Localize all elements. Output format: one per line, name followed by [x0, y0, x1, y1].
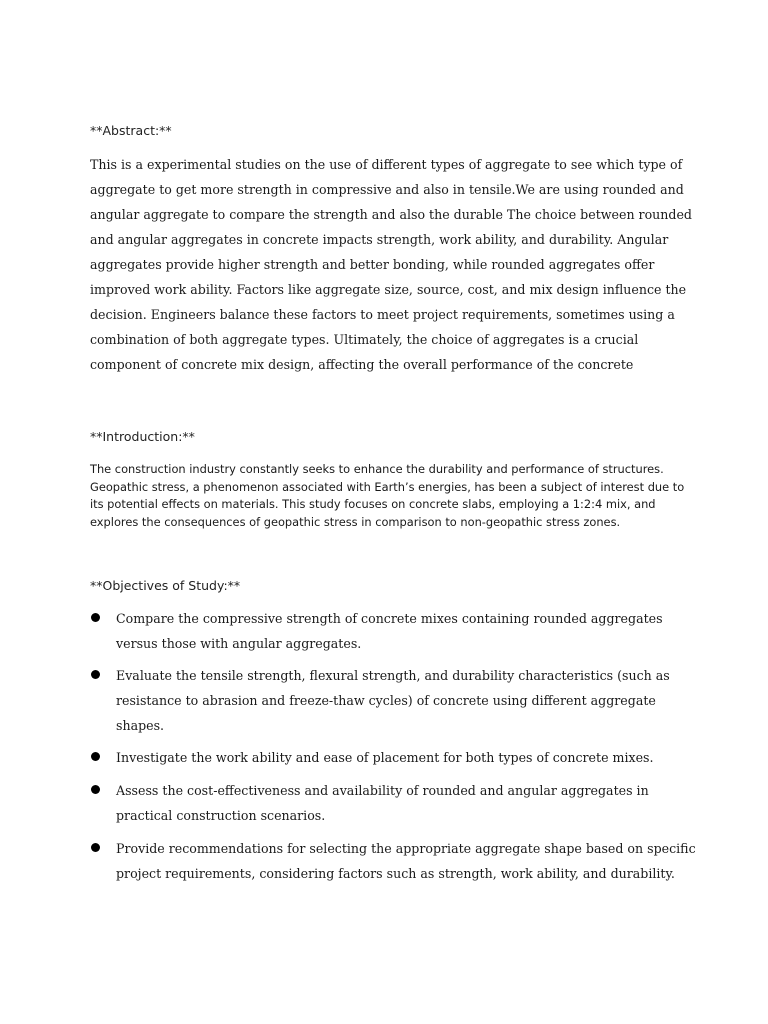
abstract-line: This is a experimental studies on the use of different types of aggregate to see which type of — [90, 157, 683, 172]
bullet-icon — [91, 613, 100, 622]
objectives-heading: **Objectives of Study:** — [90, 578, 241, 593]
abstract-paragraph — [90, 152, 692, 377]
introduction-line: explores the consequences of geopathic stress in comparison to non-geopathic stress zones. — [90, 514, 621, 529]
objective-line: Provide recommendations for selecting the appropriate aggregate shape based on specific — [116, 841, 696, 856]
bullet-icon — [91, 785, 100, 794]
abstract-line: component of concrete mix design, affecting the overall performance of the concrete — [90, 357, 634, 372]
bullet-icon — [91, 752, 100, 761]
bullet-icon — [91, 843, 100, 852]
abstract-line: decision. Engineers balance these factors to meet project requirements, sometimes using a — [90, 307, 675, 322]
introduction-line: The construction industry constantly seeks to enhance the durability and performance of structures. — [90, 462, 664, 476]
bullet-icon — [91, 670, 100, 679]
objective-text — [116, 778, 649, 828]
objective-line: Compare the compressive strength of concrete mixes containing rounded aggregates — [116, 611, 663, 626]
objective-line: versus those with angular aggregates. — [116, 636, 362, 651]
objective-line: practical construction scenarios. — [116, 808, 326, 823]
objective-line: project requirements, considering factors such as strength, work ability, and durability. — [116, 866, 675, 881]
abstract-line: aggregates provide higher strength and better bonding, while rounded aggregates offer — [90, 257, 655, 272]
abstract-heading: **Abstract:** — [90, 123, 172, 138]
abstract-line: and angular aggregates in concrete impacts strength, work ability, and durability. Angular — [90, 232, 669, 247]
objective-text — [116, 606, 663, 656]
objective-text — [116, 836, 696, 886]
abstract-line: improved work ability. Factors like aggregate size, source, cost, and mix design influence the — [90, 282, 687, 297]
abstract-line: combination of both aggregate types. Ultimately, the choice of aggregates is a crucial — [90, 332, 639, 347]
objective-line: Investigate the work ability and ease of placement for both types of concrete mixes. — [116, 750, 654, 765]
introduction-line: Geopathic stress, a phenomenon associated with Earth’s energies, has been a subject of interest due to — [90, 479, 685, 494]
introduction-paragraph — [90, 461, 685, 531]
introduction-line: its potential effects on materials. This study focuses on concrete slabs, employing a 1:2:4 mix, and — [90, 497, 656, 512]
objective-line: Evaluate the tensile strength, flexural strength, and durability characteristics (such as — [116, 668, 670, 683]
abstract-line: angular aggregate to compare the strength and also the durable The choice between rounded — [90, 207, 692, 222]
objective-line: Assess the cost-effectiveness and availability of rounded and angular aggregates in — [116, 783, 649, 798]
abstract-line: aggregate to get more strength in compressive and also in tensile.We are using rounded and — [90, 182, 684, 197]
objective-text — [116, 745, 654, 770]
objective-text — [116, 663, 670, 738]
introduction-heading: **Introduction:** — [90, 429, 195, 444]
objective-line: shapes. — [116, 718, 165, 733]
objective-line: resistance to abrasion and freeze-thaw cycles) of concrete using different aggregate — [116, 693, 656, 708]
